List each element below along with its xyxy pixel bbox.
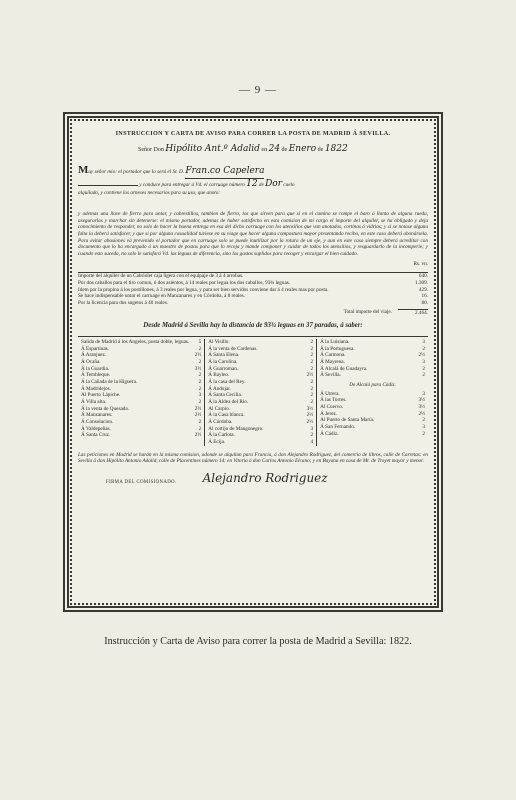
signature: Alejandro Rodriguez	[202, 470, 328, 485]
route-stop	[320, 411, 425, 418]
stop-name: Á Espartinas.	[81, 345, 109, 352]
date-year: 1822	[324, 143, 348, 154]
stop-leagues: 3	[198, 392, 202, 399]
carriage-number: 12	[246, 178, 258, 189]
date-month: Enero	[288, 143, 317, 154]
cost-value: 1.309.	[415, 280, 428, 287]
date-day: 24	[268, 143, 281, 154]
stop-leagues: 2	[422, 430, 426, 437]
stop-name: Á las Torres.	[320, 397, 347, 404]
stop-name: Á Carmona.	[320, 352, 346, 359]
stop-leagues: 2	[310, 392, 314, 399]
stop-leagues: 2½	[306, 412, 314, 419]
stop-name: Á Santa Cecilia.	[208, 392, 243, 399]
addressee-name: Hipólito Ant.º Adalid	[165, 143, 260, 154]
stop-leagues: 3½	[418, 403, 426, 410]
stop-leagues: 2	[310, 358, 314, 365]
carrier-name: Fran.co Capelera	[185, 166, 264, 179]
stop-name: Á Consolacion.	[81, 418, 114, 425]
route-stop	[320, 352, 425, 359]
route-column-2	[205, 339, 317, 446]
stop-name: Á Andujar.	[208, 385, 231, 392]
route-stop	[208, 339, 313, 346]
stop-leagues: 5	[198, 339, 202, 346]
stop-name: Á Mayrena.	[320, 358, 345, 365]
route-stop	[81, 372, 201, 379]
stop-name: Á Villa alta.	[81, 398, 107, 405]
stop-leagues: 2	[198, 398, 202, 405]
route-stop	[208, 392, 313, 399]
total-label: Total importe del viaje.	[343, 308, 392, 315]
route-stop	[208, 372, 313, 379]
cadiz-subheading: De Alcalá para Cádiz.	[349, 381, 396, 388]
stop-name: Á Santa Elena.	[208, 352, 240, 359]
route-stop	[320, 397, 425, 404]
stop-leagues: 2	[198, 372, 202, 379]
stop-name: Á Bayleo.	[208, 372, 230, 379]
route-stop	[208, 379, 313, 386]
stop-leagues: 2	[310, 432, 314, 439]
stop-name: Al Puerto de Santa María.	[320, 417, 375, 424]
stop-name: Á la Portuguesa.	[320, 345, 355, 352]
stop-name: Á Sevilla.	[320, 372, 341, 379]
stop-name: Á Manzanares.	[81, 412, 113, 419]
stop-name: Á Santa Cruz.	[81, 432, 111, 439]
route-stop	[208, 439, 313, 446]
letter-line-3: alquilado, y contiene los arneses necesarios para su uso, que anoto:	[78, 190, 221, 197]
stop-name: Á Guarroman.	[208, 365, 239, 372]
letter-body: y ademas una llave de fierro para untar, y cabrestillos, tambien de fierro, los que sirven para que si en el camino se rompe el baro ó llanta de alguna rueda, asegurarlas y marchar sin detenerse: el mismo portador, ademas de haber satisfecho en esta comision de mi cargo el importe del alquiler, se ha obligado y deja conocimiento de responder, no solo de hacer la buena entrega en esa del dicho carruage con los utensilios que van anotados, cortinas ó vidrios; y si se notase alguna falta la deberá satisfacer, y que si por alguna casualidad tuviese en su viage que hacer alguna compostura mayor presentando recibo, en este caso deberá abonársela. Para evitar abusiones vá prevenido el portador que en carruage solo se puede inutilizar por la rotura de un eje, y aun en este caso siempre deberá acreditar con documento que lo ha encargado á un maestro de postas para que lo recoja y mande componer y cuidar de todos los utensilios, y resguardarlo de la incomperie; y cuando esto suceda, no solo le satisfará Vd. las leguas de diferencia, sino los gastos suplidos para recoger y encargar el bien cuidado.	[78, 211, 428, 258]
stop-leagues: 2½	[194, 405, 202, 412]
letter-line-2b: cuelo	[283, 181, 295, 188]
signature-label: FIRMA DEL COMISIONADO.	[106, 480, 177, 486]
document-frame	[63, 112, 443, 612]
cost-row	[78, 287, 428, 294]
stop-name: Á Jerez.	[320, 410, 338, 417]
addressee-line	[78, 144, 428, 156]
figure-caption: Instrucción y Carta de Aviso para correr la posta de Madrid a Sevilla: 1822.	[104, 636, 412, 647]
stop-name: Á Utrera.	[320, 390, 340, 397]
route-stop	[320, 359, 425, 366]
route-stop	[208, 412, 313, 419]
cost-value: 16.	[421, 293, 428, 300]
stop-leagues: 3	[310, 425, 314, 432]
blank-line	[78, 185, 138, 186]
stop-leagues: 2	[310, 398, 314, 405]
stop-leagues: 3	[422, 358, 426, 365]
stop-name: Al Cuervo.	[320, 403, 344, 410]
stop-leagues: 3½	[306, 405, 314, 412]
letter-line-1: uy señor mio: el portador que lo será el Sr. D.	[88, 169, 185, 176]
stop-name: Á Córdoba.	[208, 418, 233, 425]
stop-leagues: 2	[310, 345, 314, 352]
stop-name: Á Valdepeñas.	[81, 425, 111, 432]
stop-leagues: 3	[422, 423, 426, 430]
route-stop	[208, 419, 313, 426]
cost-table	[78, 272, 428, 316]
route-stop	[320, 339, 425, 346]
cost-value: 640.	[418, 273, 428, 280]
route-stop	[81, 352, 201, 359]
cost-text: Por dos caballos para el tiro comun, ó dos asientos, á 14 reales por legua los dos caballos, 93¾ leguas.	[78, 280, 291, 287]
stop-name: Á Tembleque.	[81, 372, 111, 379]
route-stop	[208, 352, 313, 359]
route-stop	[81, 386, 201, 393]
stop-name: Á Cádiz.	[320, 430, 339, 437]
route-table	[78, 336, 428, 446]
cost-row	[78, 293, 428, 300]
stop-leagues: 2½	[194, 412, 202, 419]
currency-label: Rs. vn.	[413, 260, 428, 267]
route-stop	[320, 417, 425, 424]
route-stop	[81, 432, 201, 439]
cost-row	[78, 300, 428, 307]
stop-name: Á Aranjuez.	[81, 352, 107, 359]
route-stop	[81, 392, 201, 399]
route-column-1	[78, 339, 205, 446]
stop-leagues: 2	[310, 378, 314, 385]
stop-leagues: 2	[310, 339, 314, 346]
route-stop	[320, 431, 425, 438]
stop-leagues: 2	[198, 385, 202, 392]
stop-name: Salida de Madrid á los Angeles, posta doble, leguas.	[81, 339, 190, 346]
stop-leagues: 2	[422, 417, 426, 424]
date-de2: de	[317, 146, 324, 153]
document-title: INSTRUCCION Y CARTA DE AVISO PARA CORRER LA POSTA DE MADRID Á SEVILLA.	[115, 130, 391, 137]
stop-leagues: 3½	[194, 365, 202, 372]
route-stop	[81, 399, 201, 406]
letter-de: de	[258, 181, 264, 188]
route-column-3	[317, 339, 428, 446]
cost-text: Importe del alquiler de un Cabriolet caja ligera con el equipaje de 3 á 4 arrobas.	[78, 273, 244, 280]
total-row	[78, 309, 428, 317]
stop-leagues: 2½	[418, 352, 426, 359]
cost-value: 80.	[421, 300, 428, 307]
stop-leagues: 4	[310, 438, 314, 445]
route-stop	[81, 379, 201, 386]
stop-name: Á Alcalá de Guadayra.	[320, 365, 368, 372]
stop-name: Á la Carolina.	[208, 358, 238, 365]
stop-name: Al Carpio.	[208, 405, 231, 412]
route-stop	[208, 399, 313, 406]
letter-intro	[78, 163, 428, 197]
stop-name: Á la Casa blanca.	[208, 412, 245, 419]
stop-leagues: 2	[422, 365, 426, 372]
stop-name: Á la venta de Quesada.	[81, 405, 129, 412]
stop-name: Al Puerto Lápiche.	[81, 392, 121, 399]
cost-text: Por la licencia para dos sugetos á 40 reales.	[78, 300, 169, 307]
stop-leagues: 2½	[194, 432, 202, 439]
stop-name: Á Ocaña.	[81, 358, 101, 365]
page-number: — 9 —	[239, 84, 277, 96]
route-stop	[81, 359, 201, 366]
stop-leagues: 2	[310, 365, 314, 372]
stop-leagues: 2	[310, 352, 314, 359]
date-de1: de	[281, 146, 288, 153]
route-stop	[320, 372, 425, 379]
stop-name: Á la venta de Cardenas.	[208, 345, 258, 352]
route-stop	[320, 404, 425, 411]
stop-leagues: 2	[198, 358, 202, 365]
stop-name: Á San Fernando.	[320, 423, 356, 430]
route-stop	[81, 419, 201, 426]
stop-name: Al Visillo.	[208, 339, 230, 346]
stop-leagues: 2½	[306, 372, 314, 379]
cost-text: Se hace indispensable untar el carruage en Manzanares y en Córdoba, á 8 reales.	[78, 293, 245, 300]
stop-name: Á Madridejos.	[81, 385, 111, 392]
stop-name: Á Ecija.	[208, 438, 226, 445]
stop-leagues: 2	[198, 418, 202, 425]
cost-text: Idem por la propina á los postillones, á 3 reales por legua, y para ser bien servidos conviene dar á 4 reales mas por posta.	[78, 286, 329, 293]
cost-value: 429.	[418, 286, 428, 293]
signature-block	[78, 471, 428, 486]
route-stop	[208, 359, 313, 366]
route-stop	[208, 432, 313, 439]
stop-leagues: 2	[310, 385, 314, 392]
date-en: en	[261, 146, 268, 153]
route-stop	[81, 412, 201, 419]
stop-name: Á la Carlota.	[208, 432, 235, 439]
letter-line-2: y conduce para entregar á Vd. el carruage número	[139, 181, 245, 188]
stop-leagues: 2½	[418, 410, 426, 417]
total-value: 2.464.	[398, 309, 428, 317]
route-heading: Desde Madrid á Sevilla hay la distancia de 93¾ leguas en 37 paradas, á saber:	[143, 322, 363, 330]
stop-leagues: 2½	[306, 418, 314, 425]
stop-leagues: 3	[422, 390, 426, 397]
stop-leagues: 3	[422, 339, 426, 346]
stop-leagues: 2	[198, 378, 202, 385]
cost-row	[78, 280, 428, 287]
stop-leagues: 2	[422, 345, 426, 352]
stop-leagues: 2	[198, 425, 202, 432]
cost-row	[78, 273, 428, 280]
route-stop	[81, 339, 201, 346]
carriage-owner: Dor	[265, 178, 282, 189]
stop-name: Al cortijo de Mangonegro.	[208, 425, 264, 432]
stop-leagues: 2	[198, 345, 202, 352]
stop-name: Á la Cañada de la Higuera.	[81, 378, 138, 385]
addressee-prefix: Señor Don	[138, 146, 164, 153]
letter-initial: M	[78, 164, 89, 177]
stop-leagues: 3½	[418, 397, 426, 404]
footnote: Las peticiones en Madrid se harán en la misma comision, adonde se alquilan para Francia, á don Alejandro Rodriguez, del comercio de libros, calle de Carretas: en Sevilla á don Hipólito Antonio Adalid, calle de Placentines número 14: en Vitoria á don Carlos Antonio Elcano; y en Bayona en casa de Mr. de Troyet mayor y menor.	[78, 451, 428, 465]
stop-name: Á la casa del Rey.	[208, 378, 246, 385]
stop-name: Á la Aldea del Rio.	[208, 398, 249, 405]
stop-leagues: 2½	[194, 352, 202, 359]
route-stop	[320, 424, 425, 431]
stop-name: Á la Guardia.	[81, 365, 110, 372]
stop-name: Á la Luisiana.	[320, 339, 350, 346]
stop-leagues: 2	[422, 372, 426, 379]
